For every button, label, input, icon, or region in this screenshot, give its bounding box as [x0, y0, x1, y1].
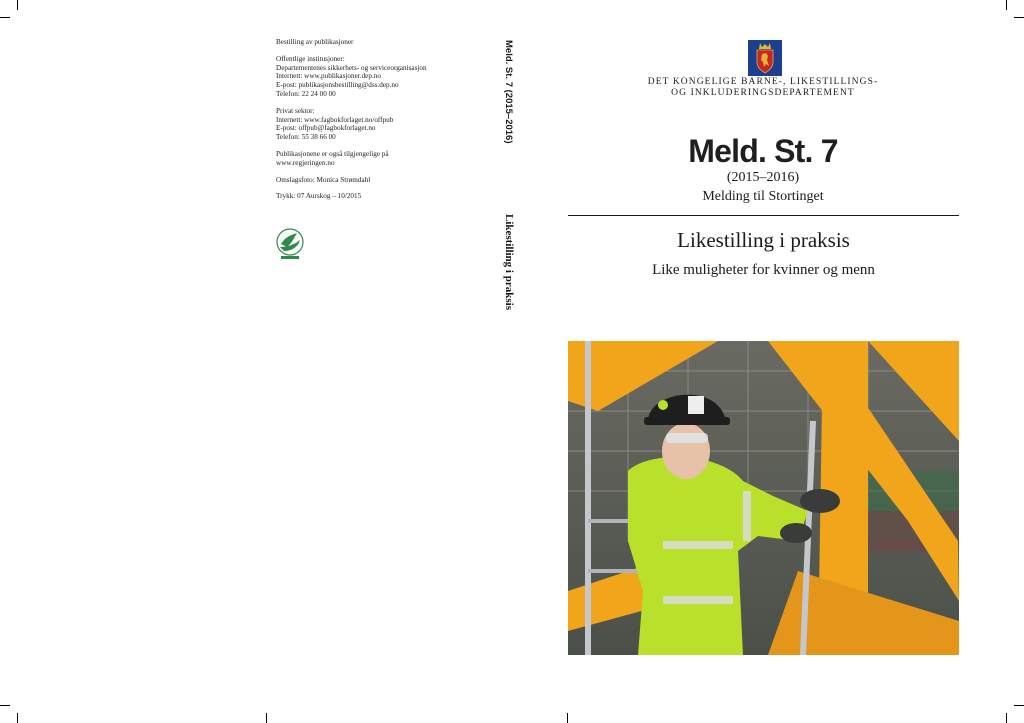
crop-mark	[266, 713, 267, 723]
spine-title: Likestilling i praksis	[503, 214, 515, 310]
order-heading: Bestilling av publikasjoner	[276, 38, 354, 46]
crop-mark	[17, 713, 18, 723]
document-type: Melding til Stortinget	[702, 189, 824, 204]
document-title: Likestilling i praksis	[677, 228, 850, 252]
private-line: Internett: www.fagbokforlaget.no/offpub	[276, 115, 394, 124]
private-line: E-post: offpub@fagbokforlaget.no	[276, 124, 376, 133]
ecolabel-icon	[275, 227, 305, 261]
availability-line: www.regjeringen.no	[276, 158, 335, 167]
public-line: E-post: publikasjonsbestilling@dss.dep.no	[276, 81, 399, 90]
public-heading: Offentlige institusjoner:	[276, 54, 345, 63]
print-info: Trykk: 07 Aurskog – 10/2015	[276, 192, 362, 201]
spine-doc-ref: Meld. St. 7 (2015–2016)	[503, 40, 514, 144]
crop-mark	[567, 713, 568, 723]
ministry-name	[640, 77, 886, 98]
crop-mark	[1014, 705, 1024, 706]
divider	[568, 215, 959, 216]
back-cover-info	[276, 38, 506, 209]
document-number: Meld. St. 7	[688, 133, 838, 169]
ministry-line-1: DET KONGELIGE BARNE-, LIKESTILLINGS-	[647, 77, 879, 87]
cover-photo	[568, 341, 959, 655]
session-years: (2015–2016)	[726, 170, 800, 185]
crop-mark	[17, 0, 18, 10]
ministry-line-2: OG INKLUDERINGSDEPARTEMENT	[671, 87, 855, 98]
public-line: Departementenes sikkerhets- og serviceorganisasjon	[276, 63, 427, 72]
public-line: Telefon: 22 24 00 00	[276, 89, 336, 98]
crop-mark	[0, 705, 10, 706]
document-subtitle: Like muligheter for kvinner og menn	[652, 262, 875, 278]
crop-mark	[0, 17, 10, 18]
crop-mark	[1014, 17, 1024, 18]
crop-mark	[1006, 713, 1007, 723]
availability-line: Publikasjonene er også tilgjengelige på	[276, 149, 389, 158]
photo-credit: Omslagsfoto: Monica Strømdahl	[276, 175, 371, 184]
crop-mark	[1006, 0, 1007, 10]
private-line: Telefon: 55 38 66 00	[276, 133, 336, 142]
private-heading: Privat sektor:	[276, 106, 315, 115]
public-line: Internett: www.publikasjoner.dep.no	[276, 72, 381, 81]
coat-of-arms-icon	[748, 40, 782, 76]
